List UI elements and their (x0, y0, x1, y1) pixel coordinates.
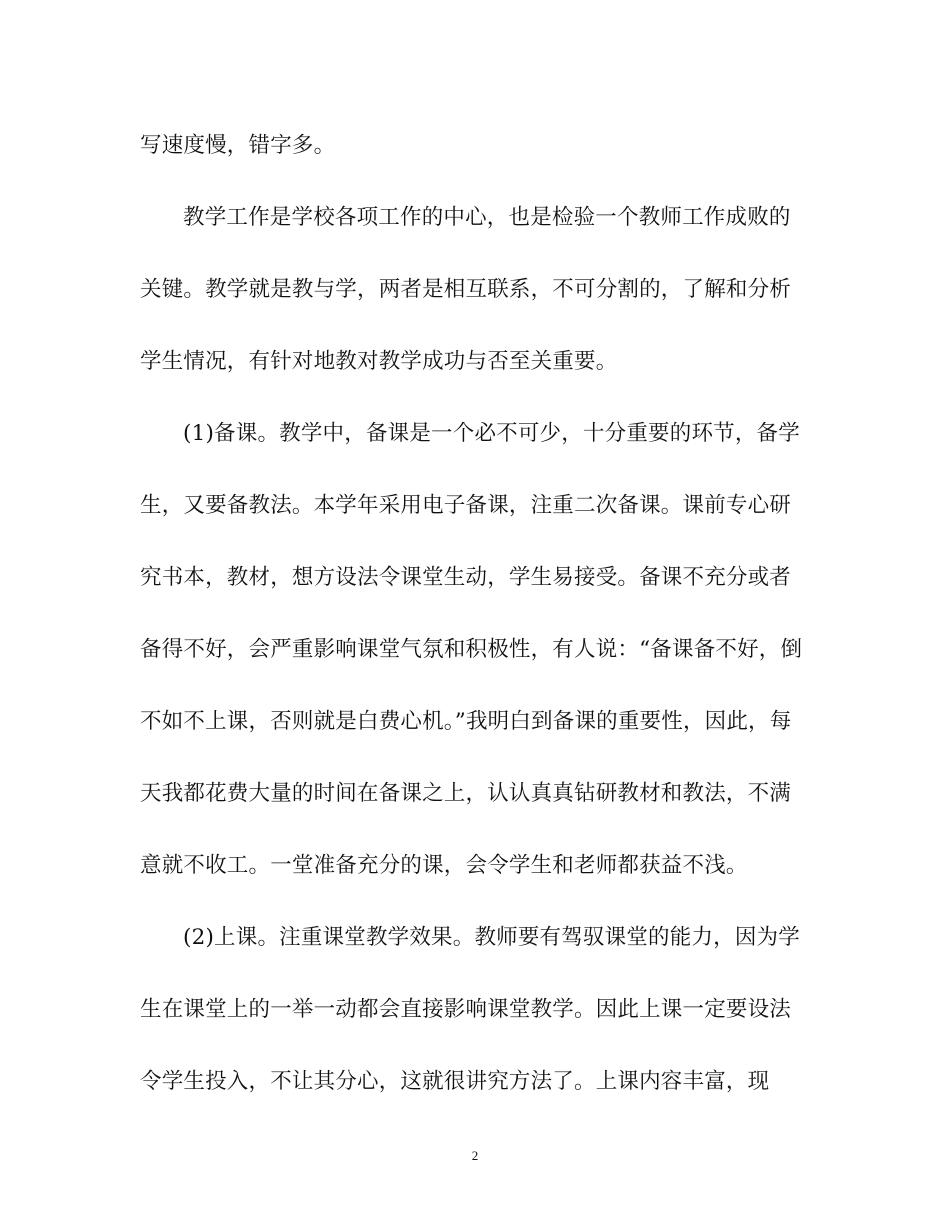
text-line: 令学生投入，不让其分心，这就很讲究方法了。上课内容丰富，现 (140, 1069, 770, 1094)
text-line: 教学工作是学校各项工作的中心，也是检验一个教师工作成败的 (183, 205, 791, 230)
text-line: 备得不好，会严重影响课堂气氛和积极性，有人说：“备课备不好，倒 (140, 637, 803, 662)
text-line: 关键。教学就是教与学，两者是相互联系，不可分割的，了解和分析 (140, 277, 792, 302)
page-number: 2 (471, 1148, 479, 1163)
text-line: 写速度慢，错字多。 (140, 133, 336, 158)
text-line: (1)备课。教学中，备课是一个必不可少，十分重要的环节，备学 (183, 421, 800, 446)
body-text (140, 122, 820, 1130)
text-line: 生，又要备教法。本学年采用电子备课，注重二次备课。课前专心研 (140, 493, 792, 518)
text-line: 意就不收工。一堂准备充分的课，会令学生和老师都获益不浅。 (140, 853, 748, 878)
text-line: 不如不上课，否则就是白费心机。”我明白到备课的重要性，因此，每 (140, 709, 792, 734)
text-line: (2)上课。注重课堂教学效果。教师要有驾驭课堂的能力，因为学 (183, 925, 800, 950)
text-line: 究书本，教材，想方设法令课堂生动，学生易接受。备课不充分或者 (140, 565, 792, 590)
text-line: 生在课堂上的一举一动都会直接影响课堂教学。因此上课一定要设法 (140, 997, 792, 1022)
text-line: 天我都花费大量的时间在备课之上，认认真真钻研教材和教法，不满 (140, 781, 792, 806)
text-line: 学生情况，有针对地教对教学成功与否至关重要。 (140, 349, 618, 374)
